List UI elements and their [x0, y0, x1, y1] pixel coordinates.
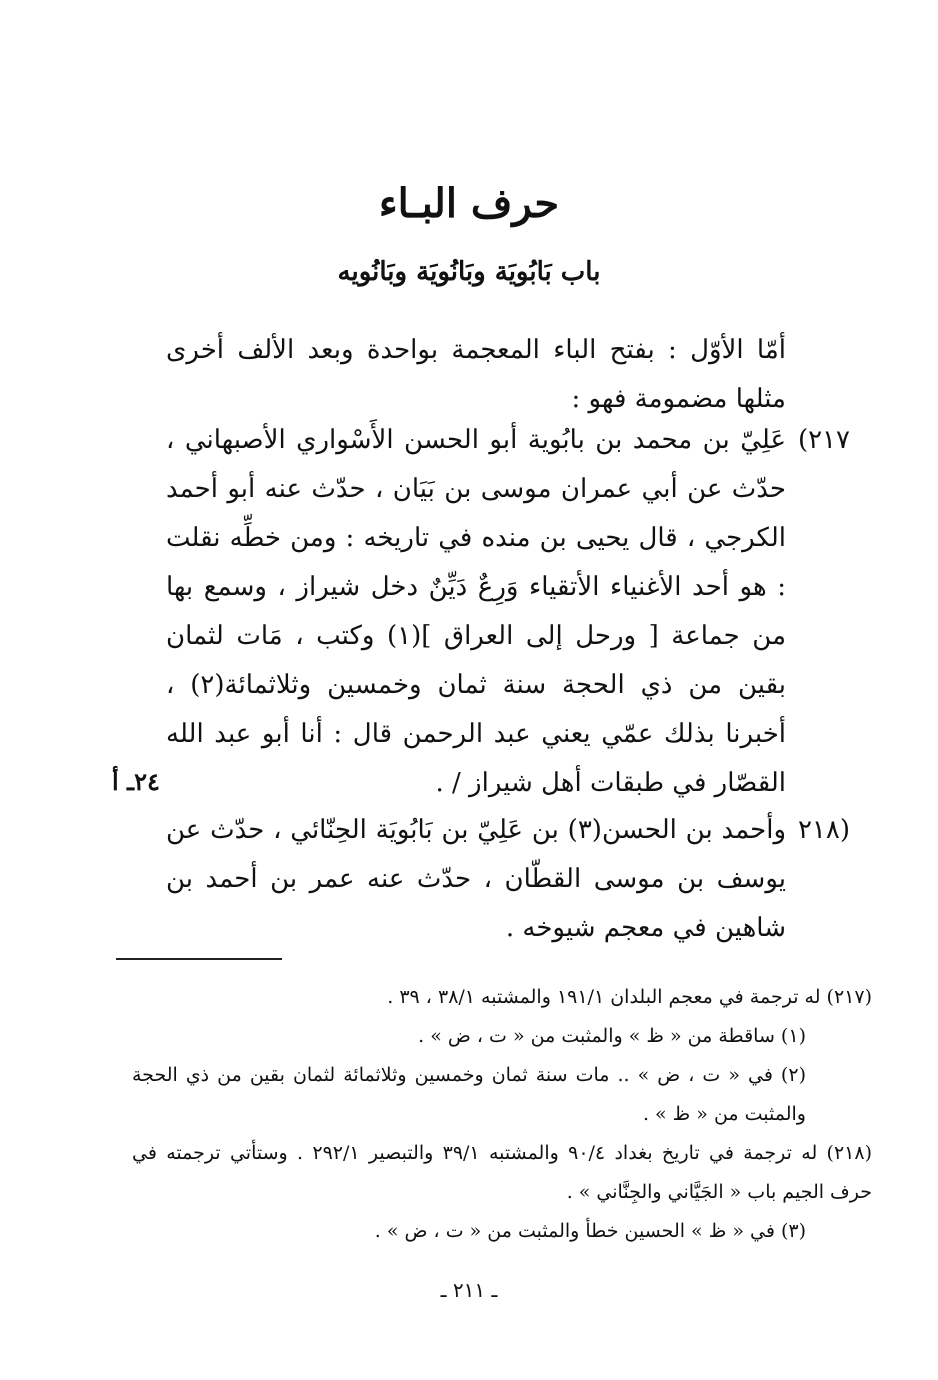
- footnotes: [132, 978, 872, 1251]
- entry-number: ٢١٧): [797, 425, 850, 455]
- entry-number: (٢١٨: [797, 815, 850, 845]
- entry-text: وأحمد بن الحسن(٣) بن عَلِيّ بن بَابُويَة الحِنّائي ، حدّث عن يوسف بن موسى القطّان ، حدّث عنه عمر بن أحمد بن شاهين في معجم شيوخه .: [166, 815, 786, 943]
- intro-paragraph: أمّا الأوّل : بفتح الباء المعجمة بواحدة وبعد الألف أخرى مثلها مضمومة فهو :: [166, 335, 786, 414]
- footnote-entry-217: (٢١٧) له ترجمة في معجم البلدان ١٩١/١ والمشتبه ٣٨/١ ، ٣٩ .: [387, 986, 872, 1008]
- footnote-3: (٣) في « ظ » الحسين خطأ والمثبت من « ت ، ض » .: [374, 1220, 806, 1242]
- folio-marker: ٢٤ـ أ: [112, 767, 160, 796]
- footnote-2: (٢) في « ت ، ض » .. مات سنة ثمان وخمسين وثلاثمائة لثمان بقين من ذي الحجة والمثبت من « ظ » .: [132, 1064, 806, 1125]
- footnote-divider: [116, 958, 282, 960]
- entry-text: عَلِيّ بن محمد بن بابُوية أبو الحسن الأَسْواري الأصبهاني ، حدّث عن أبي عمران موسى بن بَيَان ، حدّث عنه أبو أحمد الكرجي ، قال يحيى بن منده في تاريخه : ومن خطِّه نقلت : هو أحد الأغنياء الأتقياء وَرِعٌ دَيِّنٌ دخل شيراز ، وسمع بها من جماعة [ ورحل إلى العراق ](١) وكتب ، مَات لثمان بقين من ذي الحجة سنة ثمان وخمسين وثلاثمائة(٢) ، أخبرنا بذلك عمّي يعني عبد الرحمن قال : أنا أبو عبد الله القصّار في طبقات أهل شيراز / .: [166, 425, 786, 798]
- chapter-title: حرف البـاء: [378, 180, 560, 227]
- footnote-entry-218: (٢١٨) له ترجمة في تاريخ بغداد ٩٠/٤ والمشتبه ٣٩/١ والتبصير ٢٩٢/١ . وستأتي ترجمته في حرف الجيم باب « الجَيَّاني والجِنَّاني » .: [132, 1142, 872, 1203]
- page-number: ـ ٢١١ ـ: [440, 1278, 498, 1302]
- footnote-1: (١) ساقطة من « ظ » والمثبت من « ت ، ض » .: [418, 1025, 806, 1047]
- section-title: باب بَابُويَة وبَانُويَة وبَانُويه: [337, 257, 601, 287]
